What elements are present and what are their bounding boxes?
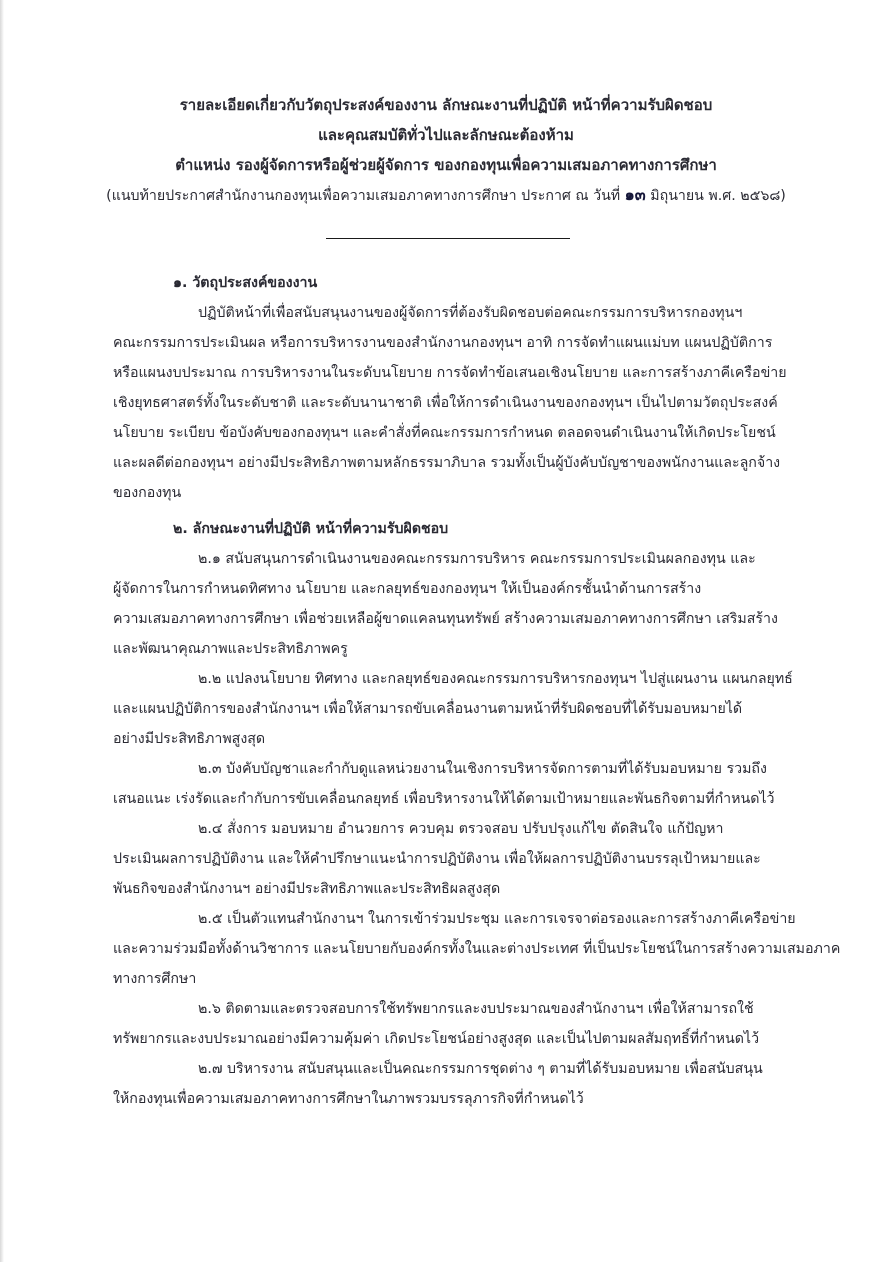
section-1-heading: ๑. วัตถุประสงค์ของงาน: [173, 275, 318, 291]
paragraph-line: และพัฒนาคุณภาพและประสิทธิภาพครู: [113, 641, 348, 657]
header-divider: [326, 238, 570, 239]
item-2-2: [113, 664, 813, 754]
paragraph-line: ของกองทุน: [113, 485, 182, 501]
paragraph-line: เสนอแนะ เร่งรัดและกำกับการขับเคลื่อนกลยุทธ์ เพื่อบริหารงานให้ได้ตามเป้าหมายและพันธกิจตามที่กำหนดไว้: [113, 791, 775, 807]
document-body: [113, 268, 841, 1114]
document-header: [80, 90, 812, 211]
paragraph-line: และความร่วมมือทั้งด้านวิชาการ และนโยบายกับองค์กรทั้งในและต่างประเทศ ที่เป็นประโยชน์ในการสร้างความเสมอภาค: [113, 941, 841, 957]
section-1-paragraph: [113, 298, 813, 508]
title-line-3: ตำแหน่ง รองผู้จัดการหรือผู้ช่วยผู้จัดการ ของกองทุนเพื่อความเสมอภาคทางการศึกษา: [175, 156, 717, 174]
paragraph-line: ๒.๗ บริหารงาน สนับสนุนและเป็นคณะกรรมการชุดต่าง ๆ ตามที่ได้รับมอบหมาย เพื่อสนับสนุน: [198, 1061, 763, 1077]
item-2-4: [113, 814, 813, 904]
announcement-reference: [80, 180, 812, 211]
paragraph-line: ๒.๑ สนับสนุนการดำเนินงานของคณะกรรมการบริหาร คณะกรรมการประเมินผลกองทุน และ: [198, 551, 756, 567]
paragraph-line: เชิงยุทธศาสตร์ทั้งในระดับชาติ และระดับนานาชาติ เพื่อให้การดำเนินงานของกองทุนฯ เป็นไปตามวัตถุประสงค์: [113, 395, 778, 411]
paragraph-line: และแผนปฏิบัติการของสำนักงานฯ เพื่อให้สามารถขับเคลื่อนงานตามหน้าที่รับผิดชอบที่ได้รับมอบหมายได้: [113, 701, 743, 717]
item-2-1: [113, 544, 813, 664]
section-2-heading: ๒. ลักษณะงานที่ปฏิบัติ หน้าที่ความรับผิดชอบ: [173, 521, 449, 537]
paragraph-line: คณะกรรมการประเมินผล หรือการบริหารงานของสำนักงานกองทุนฯ อาทิ การจัดทำแผนแม่บท แผนปฏิบัติการ: [113, 335, 773, 351]
title-line-1: รายละเอียดเกี่ยวกับวัตถุประสงค์ของงาน ลักษณะงานที่ปฏิบัติ หน้าที่ความรับผิดชอบ: [179, 96, 713, 114]
paragraph-line: ผู้จัดการในการกำหนดทิศทาง นโยบาย และกลยุทธ์ของกองทุนฯ ให้เป็นองค์กรชั้นนำด้านการสร้าง: [113, 581, 702, 597]
item-2-6: [113, 994, 813, 1054]
paragraph-line: หรือแผนงบประมาณ การบริหารงานในระดับนโยบาย การจัดทำข้อเสนอเชิงนโยบาย และการสร้างภาคีเครือข่าย: [113, 365, 787, 381]
paragraph-line: ๒.๔ สั่งการ มอบหมาย อำนวยการ ควบคุม ตรวจสอบ ปรับปรุงแก้ไข ตัดสินใจ แก้ปัญหา: [198, 821, 724, 837]
paragraph-line: ๒.๓ บังคับบัญชาและกำกับดูแลหน่วยงานในเชิงการบริหารจัดการตามที่ได้รับมอบหมาย รวมถึง: [198, 761, 767, 777]
item-2-3: [113, 754, 813, 814]
reference-day: ๑๓: [624, 185, 646, 204]
paragraph-line: ๒.๒ แปลงนโยบาย ทิศทาง และกลยุทธ์ของคณะกรรมการบริหารกองทุนฯ ไปสู่แผนงาน แผนกลยุทธ์: [198, 671, 793, 687]
paragraph-line: ประเมินผลการปฏิบัติงาน และให้คำปรึกษาแนะนำการปฏิบัติงาน เพื่อให้ผลการปฏิบัติงานบรรลุเป้าหมายและ: [113, 851, 761, 867]
paragraph-line: ปฏิบัติหน้าที่เพื่อสนับสนุนงานของผู้จัดการที่ต้องรับผิดชอบต่อคณะกรรมการบริหารกองทุนฯ: [198, 305, 743, 321]
paragraph-line: ๒.๕ เป็นตัวแทนสำนักงานฯ ในการเข้าร่วมประชุม และการเจรจาต่อรองและการสร้างภาคีเครือข่าย: [198, 911, 796, 927]
paragraph-line: และผลดีต่อกองทุนฯ อย่างมีประสิทธิภาพตามหลักธรรมาภิบาล รวมทั้งเป็นผู้บังคับบัญชาของพนักงานและลูกจ้าง: [113, 455, 781, 471]
paragraph-line: นโยบาย ระเบียบ ข้อบังคับของกองทุนฯ และคำสั่งที่คณะกรรมการกำหนด ตลอดจนดำเนินงานให้เกิดประโยชน์: [113, 425, 776, 441]
item-2-7: [113, 1054, 813, 1114]
paragraph-line: ทางการศึกษา: [113, 971, 197, 987]
title-line-2: และคุณสมบัติทั่วไปและลักษณะต้องห้าม: [318, 126, 574, 144]
paragraph-line: พันธกิจของสำนักงานฯ อย่างมีประสิทธิภาพและประสิทธิผลสูงสุด: [113, 881, 501, 897]
reference-prefix: (แนบท้ายประกาศสำนักงานกองทุนเพื่อความเสมอภาคทางการศึกษา ประกาศ ณ วันที่: [106, 188, 621, 204]
paragraph-line: ความเสมอภาคทางการศึกษา เพื่อช่วยเหลือผู้ขาดแคลนทุนทรัพย์ สร้างความเสมอภาคทางการศึกษา เสริมสร้าง: [113, 611, 778, 627]
page-edge-shadow: [0, 0, 4, 1262]
paragraph-line: ให้กองทุนเพื่อความเสมอภาคทางการศึกษาในภาพรวมบรรลุภารกิจที่กำหนดไว้: [113, 1091, 584, 1107]
item-2-5: [113, 904, 841, 994]
reference-suffix: มิถุนายน พ.ศ. ๒๕๖๘): [650, 188, 786, 204]
paragraph-line: ๒.๖ ติดตามและตรวจสอบการใช้ทรัพยากรและงบประมาณของสำนักงานฯ เพื่อให้สามารถใช้: [198, 1001, 754, 1017]
paragraph-line: อย่างมีประสิทธิภาพสูงสุด: [113, 731, 266, 747]
paragraph-line: ทรัพยากรและงบประมาณอย่างมีความคุ้มค่า เกิดประโยชน์อย่างสูงสุด และเป็นไปตามผลสัมฤทธิ์ที่กำหนดไว้: [113, 1031, 760, 1047]
